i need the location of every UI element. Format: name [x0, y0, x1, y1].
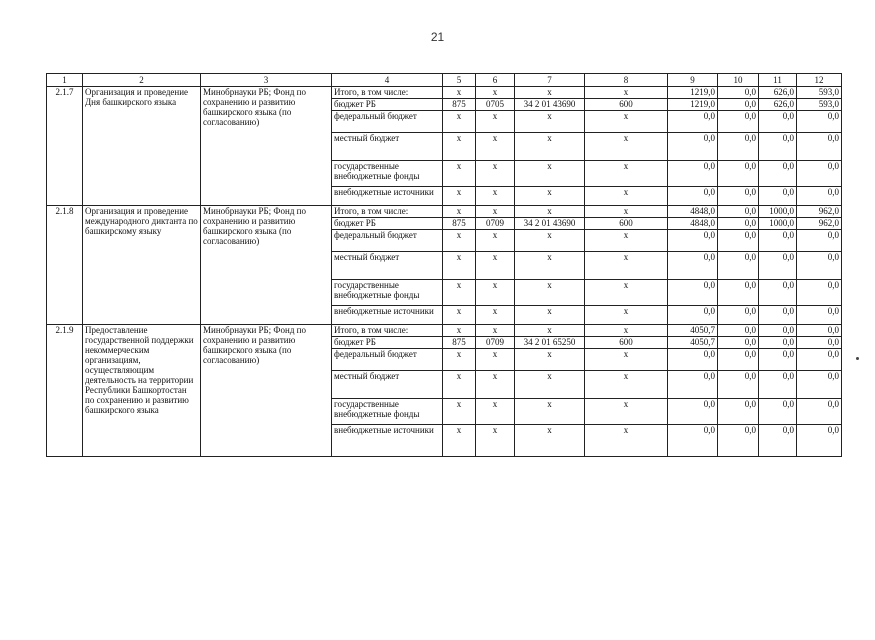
section-first-row — [47, 325, 842, 337]
year-amount: 0,0 — [797, 325, 842, 337]
column-header: 12 — [797, 74, 842, 87]
year-amount: 0,0 — [759, 399, 797, 425]
year-amount: 0,0 — [797, 306, 842, 325]
expense-type-code: х — [585, 187, 668, 206]
expense-type-code: х — [585, 371, 668, 399]
year-amount: 1000,0 — [759, 206, 797, 218]
section-code: х — [476, 187, 515, 206]
section-code: х — [476, 399, 515, 425]
expense-type-code: х — [585, 306, 668, 325]
total-amount: 1219,0 — [668, 87, 718, 99]
year-amount: 0,0 — [718, 306, 759, 325]
year-amount: 0,0 — [718, 99, 759, 111]
funding-source: местный бюджет — [332, 252, 443, 280]
budget-code: х — [443, 425, 476, 457]
expense-type-code: х — [585, 325, 668, 337]
expense-type-code: х — [585, 87, 668, 99]
year-amount: 0,0 — [718, 111, 759, 133]
expense-type-code: х — [585, 206, 668, 218]
target-article-code: х — [515, 252, 585, 280]
budget-code: х — [443, 187, 476, 206]
section-first-row — [47, 87, 842, 99]
year-amount: 0,0 — [797, 187, 842, 206]
year-amount: 593,0 — [797, 87, 842, 99]
year-amount: 0,0 — [759, 111, 797, 133]
budget-code: 875 — [443, 99, 476, 111]
budget-code: х — [443, 306, 476, 325]
total-amount: 1219,0 — [668, 99, 718, 111]
total-amount: 0,0 — [668, 187, 718, 206]
column-header: 2 — [83, 74, 201, 87]
item-code: 2.1.8 — [47, 206, 83, 325]
expense-type-code: х — [585, 230, 668, 252]
section-code: х — [476, 206, 515, 218]
year-amount: 0,0 — [797, 252, 842, 280]
budget-code: х — [443, 252, 476, 280]
budget-code: х — [443, 161, 476, 187]
total-amount: 0,0 — [668, 280, 718, 306]
item-executor: Минобрнауки РБ; Фонд по сохранению и развитию башкирского языка (по согласованию) — [201, 87, 332, 206]
expense-type-code: 600 — [585, 337, 668, 349]
scan-speck — [856, 357, 859, 360]
target-article-code: х — [515, 349, 585, 371]
target-article-code: х — [515, 111, 585, 133]
funding-source: федеральный бюджет — [332, 230, 443, 252]
column-header: 3 — [201, 74, 332, 87]
year-amount: 0,0 — [718, 87, 759, 99]
target-article-code: х — [515, 206, 585, 218]
page-number: 21 — [430, 30, 445, 44]
year-amount: 0,0 — [718, 399, 759, 425]
expense-type-code: 600 — [585, 218, 668, 230]
budget-code: х — [443, 371, 476, 399]
column-header: 8 — [585, 74, 668, 87]
budget-code: х — [443, 87, 476, 99]
funding-source: государственные внебюджетные фонды — [332, 399, 443, 425]
year-amount: 0,0 — [718, 371, 759, 399]
budget-code: 875 — [443, 218, 476, 230]
total-amount: 0,0 — [668, 371, 718, 399]
target-article-code: х — [515, 87, 585, 99]
total-amount: 4050,7 — [668, 325, 718, 337]
target-article-code: х — [515, 399, 585, 425]
year-amount: 0,0 — [718, 349, 759, 371]
target-article-code: 34 2 01 43690 — [515, 99, 585, 111]
section-code: х — [476, 161, 515, 187]
funding-source: бюджет РБ — [332, 337, 443, 349]
section-code: х — [476, 425, 515, 457]
funding-source: государственные внебюджетные фонды — [332, 161, 443, 187]
year-amount: 0,0 — [718, 187, 759, 206]
expense-type-code: х — [585, 252, 668, 280]
total-amount: 0,0 — [668, 161, 718, 187]
year-amount: 1000,0 — [759, 218, 797, 230]
section-code: х — [476, 349, 515, 371]
year-amount: 626,0 — [759, 99, 797, 111]
year-amount: 0,0 — [718, 252, 759, 280]
year-amount: 0,0 — [759, 306, 797, 325]
year-amount: 0,0 — [759, 161, 797, 187]
year-amount: 0,0 — [759, 187, 797, 206]
year-amount: 0,0 — [718, 161, 759, 187]
budget-code: х — [443, 230, 476, 252]
year-amount: 0,0 — [797, 337, 842, 349]
column-header: 11 — [759, 74, 797, 87]
year-amount: 0,0 — [759, 425, 797, 457]
budget-table — [46, 73, 842, 457]
expense-type-code: х — [585, 280, 668, 306]
column-header: 4 — [332, 74, 443, 87]
column-header: 9 — [668, 74, 718, 87]
target-article-code: х — [515, 371, 585, 399]
funding-source: государственные внебюджетные фонды — [332, 280, 443, 306]
column-header: 5 — [443, 74, 476, 87]
year-amount: 962,0 — [797, 218, 842, 230]
year-amount: 0,0 — [797, 280, 842, 306]
year-amount: 626,0 — [759, 87, 797, 99]
total-amount: 0,0 — [668, 252, 718, 280]
funding-source: местный бюджет — [332, 133, 443, 161]
year-amount: 0,0 — [797, 371, 842, 399]
column-header: 7 — [515, 74, 585, 87]
total-amount: 4848,0 — [668, 206, 718, 218]
total-amount: 0,0 — [668, 230, 718, 252]
year-amount: 0,0 — [718, 425, 759, 457]
year-amount: 0,0 — [718, 218, 759, 230]
year-amount: 0,0 — [759, 371, 797, 399]
funding-source: бюджет РБ — [332, 99, 443, 111]
funding-source: бюджет РБ — [332, 218, 443, 230]
section-code: х — [476, 252, 515, 280]
year-amount: 0,0 — [718, 325, 759, 337]
budget-code: х — [443, 133, 476, 161]
year-amount: 0,0 — [759, 133, 797, 161]
year-amount: 0,0 — [718, 133, 759, 161]
total-amount: 4848,0 — [668, 218, 718, 230]
section-code: х — [476, 230, 515, 252]
header-row — [47, 74, 842, 87]
item-code: 2.1.9 — [47, 325, 83, 457]
item-executor: Минобрнауки РБ; Фонд по сохранению и развитию башкирского языка (по согласованию) — [201, 206, 332, 325]
year-amount: 0,0 — [797, 133, 842, 161]
target-article-code: х — [515, 161, 585, 187]
expense-type-code: х — [585, 349, 668, 371]
funding-source: Итого, в том числе: — [332, 87, 443, 99]
section-code: х — [476, 325, 515, 337]
section-code: х — [476, 306, 515, 325]
year-amount: 0,0 — [797, 161, 842, 187]
target-article-code: х — [515, 133, 585, 161]
target-article-code: х — [515, 425, 585, 457]
total-amount: 0,0 — [668, 306, 718, 325]
section-first-row — [47, 206, 842, 218]
expense-type-code: х — [585, 133, 668, 161]
funding-source: федеральный бюджет — [332, 111, 443, 133]
year-amount: 0,0 — [759, 337, 797, 349]
section-code: 0709 — [476, 337, 515, 349]
year-amount: 0,0 — [797, 111, 842, 133]
year-amount: 0,0 — [759, 230, 797, 252]
item-name: Предоставление государственной поддержки некоммерческим организациям, осуществляющим деятельность на территории Республики Башкортостан по сохранению и развитию башкирского языка — [83, 325, 201, 457]
budget-code: х — [443, 280, 476, 306]
budget-code: х — [443, 111, 476, 133]
section-code: х — [476, 111, 515, 133]
section-code: 0705 — [476, 99, 515, 111]
year-amount: 593,0 — [797, 99, 842, 111]
funding-source: Итого, в том числе: — [332, 325, 443, 337]
total-amount: 0,0 — [668, 425, 718, 457]
target-article-code: 34 2 01 65250 — [515, 337, 585, 349]
funding-source: внебюджетные источники — [332, 306, 443, 325]
budget-code: х — [443, 349, 476, 371]
year-amount: 0,0 — [759, 325, 797, 337]
year-amount: 962,0 — [797, 206, 842, 218]
total-amount: 0,0 — [668, 349, 718, 371]
budget-code: х — [443, 206, 476, 218]
year-amount: 0,0 — [759, 349, 797, 371]
funding-source: Итого, в том числе: — [332, 206, 443, 218]
total-amount: 0,0 — [668, 399, 718, 425]
item-name: Организация и проведение Дня башкирского языка — [83, 87, 201, 206]
section-code: 0709 — [476, 218, 515, 230]
funding-source: местный бюджет — [332, 371, 443, 399]
funding-source: внебюджетные источники — [332, 425, 443, 457]
year-amount: 0,0 — [797, 425, 842, 457]
year-amount: 0,0 — [718, 337, 759, 349]
budget-code: 875 — [443, 337, 476, 349]
year-amount: 0,0 — [718, 230, 759, 252]
item-code: 2.1.7 — [47, 87, 83, 206]
target-article-code: х — [515, 280, 585, 306]
total-amount: 0,0 — [668, 133, 718, 161]
expense-type-code: х — [585, 425, 668, 457]
year-amount: 0,0 — [759, 252, 797, 280]
year-amount: 0,0 — [718, 206, 759, 218]
year-amount: 0,0 — [797, 230, 842, 252]
year-amount: 0,0 — [759, 280, 797, 306]
year-amount: 0,0 — [797, 399, 842, 425]
expense-type-code: х — [585, 161, 668, 187]
year-amount: 0,0 — [718, 280, 759, 306]
budget-code: х — [443, 325, 476, 337]
target-article-code: х — [515, 306, 585, 325]
expense-type-code: 600 — [585, 99, 668, 111]
item-name: Организация и проведение международного диктанта по башкирскому языку — [83, 206, 201, 325]
total-amount: 4050,7 — [668, 337, 718, 349]
expense-type-code: х — [585, 399, 668, 425]
budget-code: х — [443, 399, 476, 425]
item-executor: Минобрнауки РБ; Фонд по сохранению и развитию башкирского языка (по согласованию) — [201, 325, 332, 457]
year-amount: 0,0 — [797, 349, 842, 371]
column-header: 1 — [47, 74, 83, 87]
section-code: х — [476, 87, 515, 99]
section-code: х — [476, 133, 515, 161]
section-code: х — [476, 371, 515, 399]
target-article-code: х — [515, 325, 585, 337]
target-article-code: 34 2 01 43690 — [515, 218, 585, 230]
column-header: 6 — [476, 74, 515, 87]
target-article-code: х — [515, 230, 585, 252]
target-article-code: х — [515, 187, 585, 206]
section-code: х — [476, 280, 515, 306]
funding-source: внебюджетные источники — [332, 187, 443, 206]
column-header: 10 — [718, 74, 759, 87]
total-amount: 0,0 — [668, 111, 718, 133]
expense-type-code: х — [585, 111, 668, 133]
funding-source: федеральный бюджет — [332, 349, 443, 371]
